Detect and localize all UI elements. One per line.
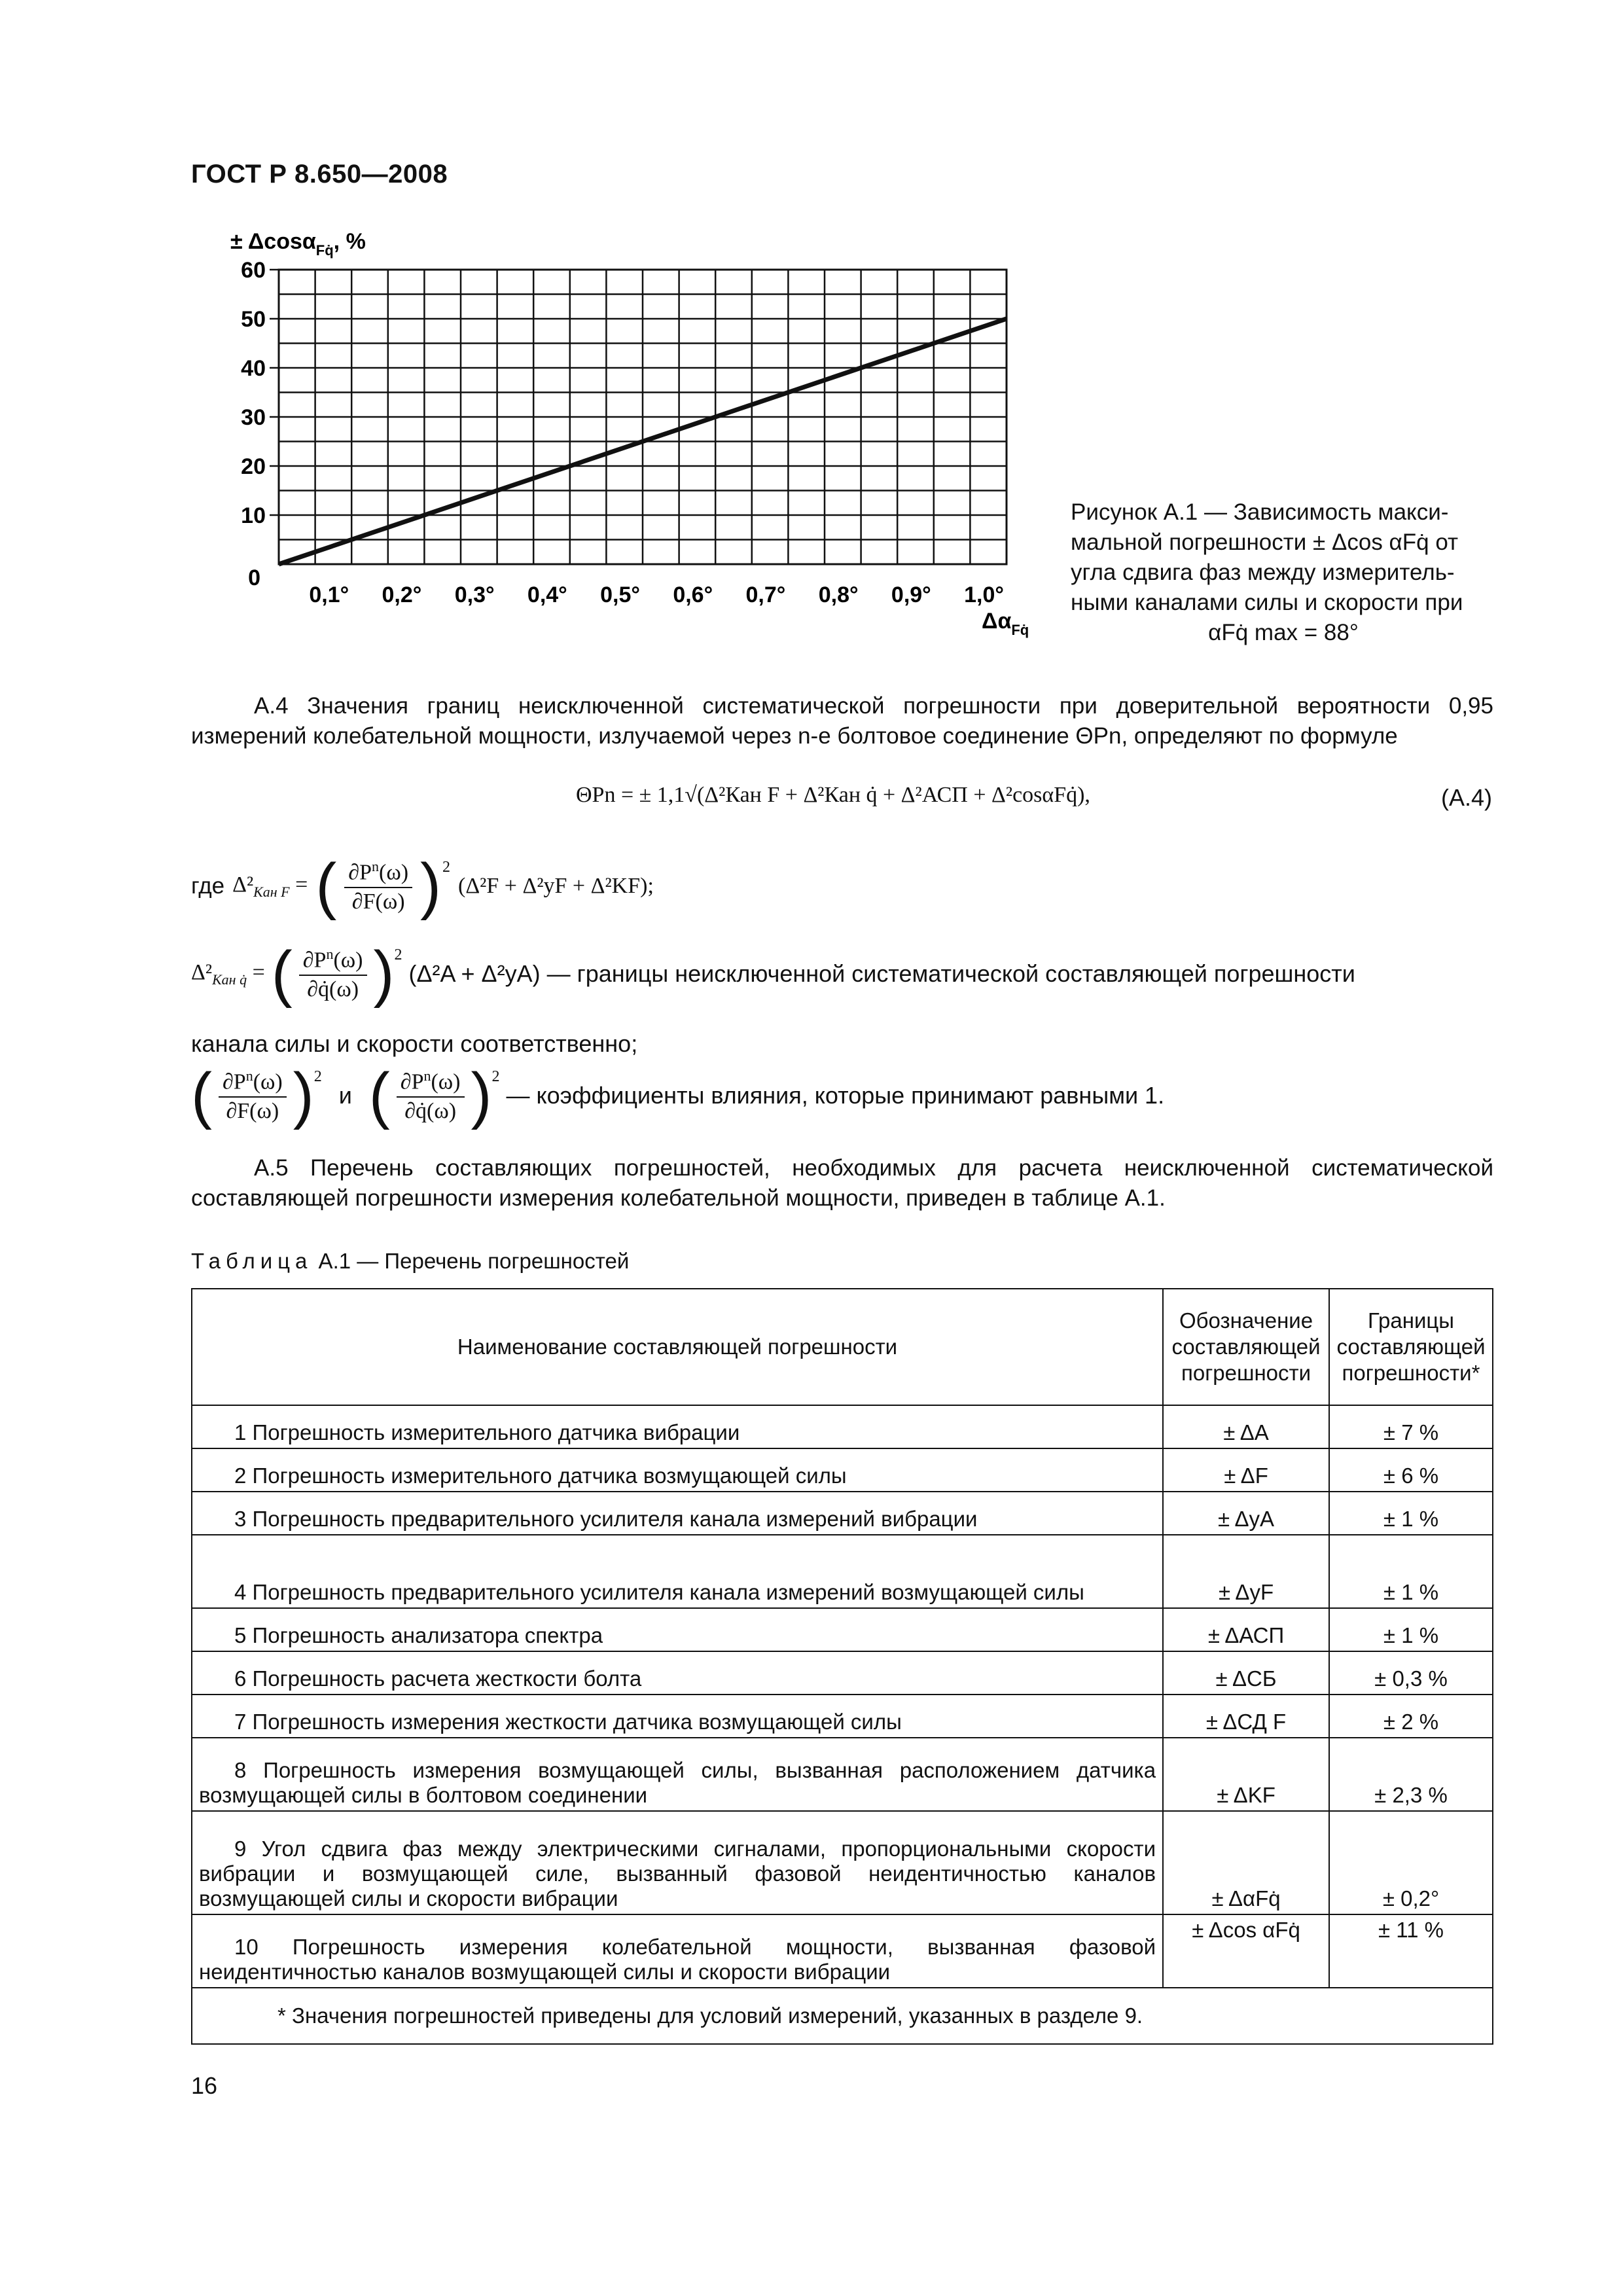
table-title-rest: А.1 — Перечень погрешностей [312,1249,630,1273]
power-2: 2 [313,1068,322,1085]
table-header-row [192,1289,1493,1405]
y-tick-label: 0 [248,565,260,590]
def2-tail: (Δ²A + Δ²yA) — границы неисключенной систематической составляющей погрешности [408,960,1355,987]
fraction-denominator: ∂F(ω) [351,889,405,914]
row-limit: ± 1 % [1329,1492,1493,1535]
row-limit: ± 0,3 % [1329,1651,1493,1695]
equation-number: (А.4) [1440,784,1492,811]
row-limit: ± 6 % [1329,1448,1493,1492]
power-2: 2 [442,859,450,876]
row-limit: ± 1 % [1329,1535,1493,1608]
fraction-denominator: ∂F(ω) [226,1098,279,1123]
row-limit: ± 0,2° [1329,1811,1493,1914]
definition-2 [191,939,1493,1009]
row-symbol: ± ΔKF [1163,1738,1329,1811]
paren-right: ) [471,1060,492,1130]
y-tick-label: 10 [241,503,266,528]
header-limits: Границы составляющей погрешности* [1329,1289,1493,1405]
error-chart [223,223,1073,668]
table-row [192,1695,1493,1738]
row-limit: ± 2 % [1329,1695,1493,1738]
and-word: и [338,1082,352,1109]
table-row [192,1914,1493,1988]
def2-fraction [299,946,367,1001]
header-name: Наименование составляющей погрешности [192,1289,1163,1405]
table-footnote-row [192,1988,1493,2044]
caption-line-1: Рисунок А.1 — Зависимость макси- [1071,499,1449,525]
x-tick-label: 0,2° [382,583,422,607]
x-axis-label: $\Delta\alpha_{Fq̇}$ [982,609,1029,638]
document-header: ГОСТ Р 8.650—2008 [191,160,448,188]
paren-right: ) [373,939,395,1009]
row-name: 3 Погрешность предварительного усилителя канала измерений вибрации [192,1492,1163,1535]
where-word: где [191,873,225,899]
power-2: 2 [394,946,402,963]
fraction-denominator: ∂q̇(ω) [404,1098,457,1123]
x-tick-label: 0,8° [818,583,859,607]
row-symbol: ± ΔАСП [1163,1608,1329,1651]
row-symbol: ± ΔF [1163,1448,1329,1492]
x-tick-label: 1,0° [964,583,1004,607]
y-tick-label: 40 [241,356,266,381]
caption-line-2: мальной погрешности ± Δcos αFq̇ от [1071,529,1459,555]
y-tick-label: 50 [241,307,266,332]
fraction-numerator: $\partial P^n(\omega)$ [397,1067,465,1097]
paragraph-a4: А.4 Значения границ неисключенной систематической погрешности при доверительной вероятности 0,95 измерений колебательной мощности, излучаемой через n-е болтовое соединение ΘPn, определяют по формуле [191,693,1493,749]
row-symbol: ± ΔСД F [1163,1695,1329,1738]
def1-fraction [344,858,412,914]
row-symbol: ± ΔyF [1163,1535,1329,1608]
fraction-numerator: $\partial P^n(\omega)$ [299,946,367,975]
x-tick-labels [309,583,1004,607]
fraction-denominator: ∂q̇(ω) [307,977,359,1001]
row-name: 9 Угол сдвига фаз между электрическими сигналами, пропорциональными скорости вибрации и возмущающей силе, вызванный фазовой неидентичностью каналов возмущающей силы и скорости вибрации [192,1811,1163,1914]
x-tick-label: 0,6° [673,583,713,607]
errors-table [191,1288,1493,2045]
paren-left: ( [191,1060,212,1130]
row-name: 1 Погрешность измерительного датчика вибрации [192,1405,1163,1448]
page-number: 16 [191,2072,218,2099]
caption-line-3: угла сдвига фаз между измеритель- [1071,560,1455,585]
paren-left: ( [368,1060,390,1130]
definition-1 [191,851,654,921]
header-symbol: Обозначение составляющей погрешности [1163,1289,1329,1405]
fraction-numerator: $\partial P^n(\omega)$ [344,858,412,888]
table-row [192,1535,1493,1608]
row-limit: ± 1 % [1329,1608,1493,1651]
table-row [192,1492,1493,1535]
y-tick-label: 20 [241,454,266,479]
chart-grid [279,270,1007,564]
fraction-numerator: $\partial P^n(\omega)$ [219,1067,287,1097]
y-axis-label: ± Δcosα$_{Fq̇}$, % [230,229,366,259]
row-name: 10 Погрешность измерения колебательной мощности, вызванная фазовой неидентичностью каналов возмущающей силы и скорости вибрации [192,1914,1163,1988]
y-tick-labels [241,258,279,590]
def2-lhs: $\Delta^2_{Кан q̇}$ = [191,960,265,988]
row-name: 5 Погрешность анализатора спектра [192,1608,1163,1651]
row-limit: ± 2,3 % [1329,1738,1493,1811]
x-tick-label: 0,5° [600,583,640,607]
row-name: 7 Погрешность измерения жесткости датчика возмущающей силы [192,1695,1163,1738]
coefficients-line [191,1060,1165,1130]
coef-text: — коэффициенты влияния, которые принимают равными 1. [506,1082,1165,1109]
caption-line-4: ными каналами силы и скорости при [1071,590,1463,615]
row-symbol: ± ΔA [1163,1405,1329,1448]
x-tick-label: 0,9° [891,583,931,607]
paren-left: ( [315,851,337,921]
row-limit: ± 11 % [1329,1914,1493,1988]
row-symbol: ± ΔαFq̇ [1163,1811,1329,1914]
row-symbol: ± ΔyA [1163,1492,1329,1535]
paren-left: ( [271,939,293,1009]
power-2: 2 [491,1068,500,1085]
row-symbol: ± ΔСБ [1163,1651,1329,1695]
x-tick-label: 0,4° [527,583,567,607]
row-name: 6 Погрешность расчета жесткости болта [192,1651,1163,1695]
table-row [192,1651,1493,1695]
y-tick-label: 60 [241,258,266,283]
coef-fraction-2 [397,1067,465,1123]
table-row [192,1608,1493,1651]
table-title-label: Таблица [191,1249,313,1273]
table-row [192,1405,1493,1448]
paren-right: ) [420,851,441,921]
x-tick-label: 0,3° [454,583,495,607]
row-symbol: ± Δcos αFq̇ [1163,1914,1329,1988]
coef-fraction-1 [219,1067,287,1123]
y-tick-label: 30 [241,405,266,430]
paren-right: ) [293,1060,314,1130]
x-tick-label: 0,7° [745,583,786,607]
row-limit: ± 7 % [1329,1405,1493,1448]
table-row [192,1811,1493,1914]
figure-caption [1071,497,1496,648]
def2-continuation: канала силы и скорости соответственно; [191,1030,638,1057]
caption-line-5: αFq̇ max = 88° [1208,620,1359,645]
row-name: 8 Погрешность измерения возмущающей силы, вызванная расположением датчика возмущающей силы в болтовом соединении [192,1738,1163,1811]
x-tick-label: 0,1° [309,583,349,607]
row-name: 2 Погрешность измерительного датчика возмущающей силы [192,1448,1163,1492]
def1-lhs: $\Delta^2_{Кан F}$ = [232,872,308,900]
table-row [192,1448,1493,1492]
def1-tail: (Δ²F + Δ²yF + Δ²KF); [458,874,654,898]
formula-a4: ΘPn = ± 1,1√(Δ²Кан F + Δ²Кан q̇ + Δ²АСП + Δ²cosαFq̇), [576,783,1090,807]
row-name: 4 Погрешность предварительного усилителя канала измерений возмущающей силы [192,1535,1163,1608]
table-footnote: * Значения погрешностей приведены для условий измерений, указанных в разделе 9. [192,1988,1493,2044]
table-title [191,1249,629,1274]
paragraph-a5: А.5 Перечень составляющих погрешностей, необходимых для расчета неисключенной систематической составляющей погрешности измерения колебательной мощности, приведен в таблице А.1. [191,1155,1493,1211]
table-row [192,1738,1493,1811]
